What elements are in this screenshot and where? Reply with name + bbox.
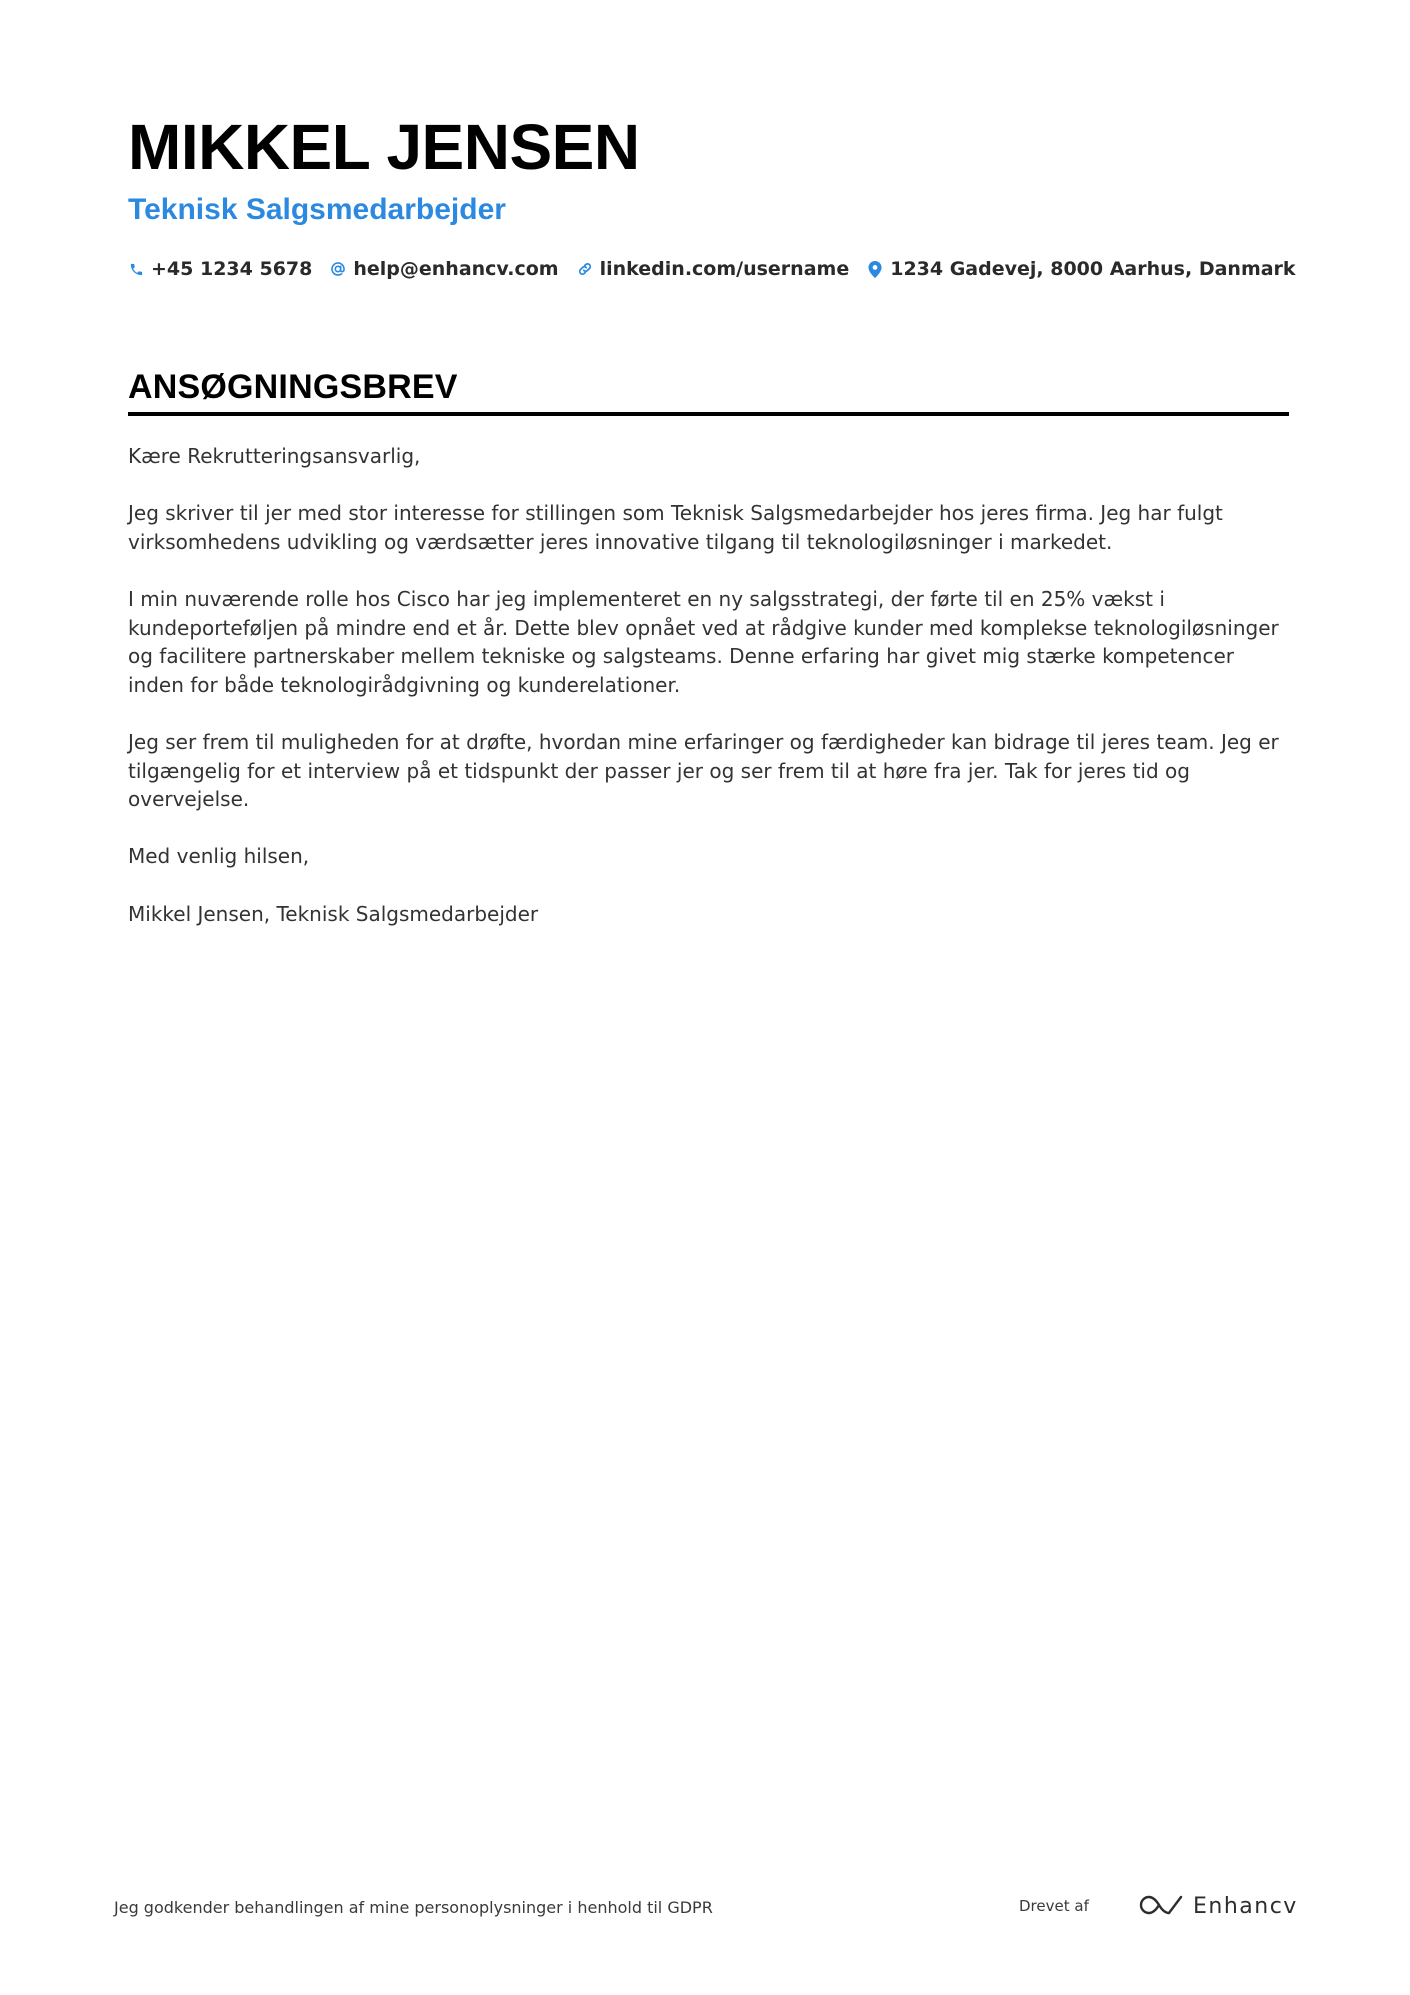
address-text: 1234 Gadevej, 8000 Aarhus, Danmark <box>890 258 1296 280</box>
section-divider <box>128 412 1289 416</box>
section-title: ANSØGNINGSBREV <box>128 368 458 406</box>
letter-salutation: Kære Rekrutteringsansvarlig, <box>128 444 421 468</box>
at-icon <box>330 260 346 278</box>
contact-linkedin <box>577 256 850 282</box>
gdpr-consent-text: Jeg godkender behandlingen af mine personoplysninger i henhold til GDPR <box>114 1898 713 1917</box>
letter-paragraph-1: Jeg skriver til jer med stor interesse for stillingen som Teknisk Salgsmedarbejder hos jeres firma. Jeg har fulgt virksomhedens udvikling og værdsætter jeres innovative tilgang til teknologiløsninger i markedet. <box>128 501 1223 554</box>
cover-letter-section <box>128 366 1289 957</box>
letter-signature: Mikkel Jensen, Teknisk Salgsmedarbejder <box>128 901 539 926</box>
letter-body <box>128 442 1289 928</box>
phone-text: +45 1234 5678 <box>151 258 313 280</box>
location-pin-icon <box>867 260 883 278</box>
contact-address <box>867 256 1295 282</box>
enhancv-logo-icon <box>1139 1892 1185 1922</box>
letter-paragraph-3: Jeg ser frem til muligheden for at drøfte, hvordan mine erfaringer og færdigheder kan bidrage til jeres team. Jeg er tilgængelig for et interview på et tidspunkt der passer jer og ser frem til at høre fra jer. Tak for jeres tid og overvejelse. <box>128 729 1279 812</box>
phone-icon <box>128 260 144 278</box>
header <box>128 108 1296 282</box>
enhancv-brand-link[interactable] <box>1139 1892 1298 1922</box>
contact-bar <box>128 256 1296 282</box>
letter-closing: Med venlig hilsen, <box>128 844 310 869</box>
brand-name: Enhancv <box>1193 1894 1298 1919</box>
letter-paragraph-2: I min nuværende rolle hos Cisco har jeg implementeret en ny salgsstrategi, der førte til en 25% vækst i kundeporteføljen på mindre end et år. Dette blev opnået ved at rådgive kunder med komplekse teknologiløsninger og facilitere partnerskaber mellem tekniske og salgsteams. Denne erfaring har givet mig stærke kompetencer inden for både teknologirådgivning og kunderelationer. <box>128 586 1279 697</box>
contact-phone <box>128 256 312 282</box>
linkedin-text: linkedin.com/username <box>599 258 850 280</box>
candidate-name: MIKKEL JENSEN <box>128 111 640 183</box>
link-icon <box>577 260 593 278</box>
email-text: help@enhancv.com <box>353 258 559 280</box>
job-title: Teknisk Salgsmedarbejder <box>128 193 506 226</box>
powered-by-text: Drevet af <box>1019 1897 1089 1915</box>
footer <box>114 1892 1298 1922</box>
contact-email <box>330 256 558 282</box>
